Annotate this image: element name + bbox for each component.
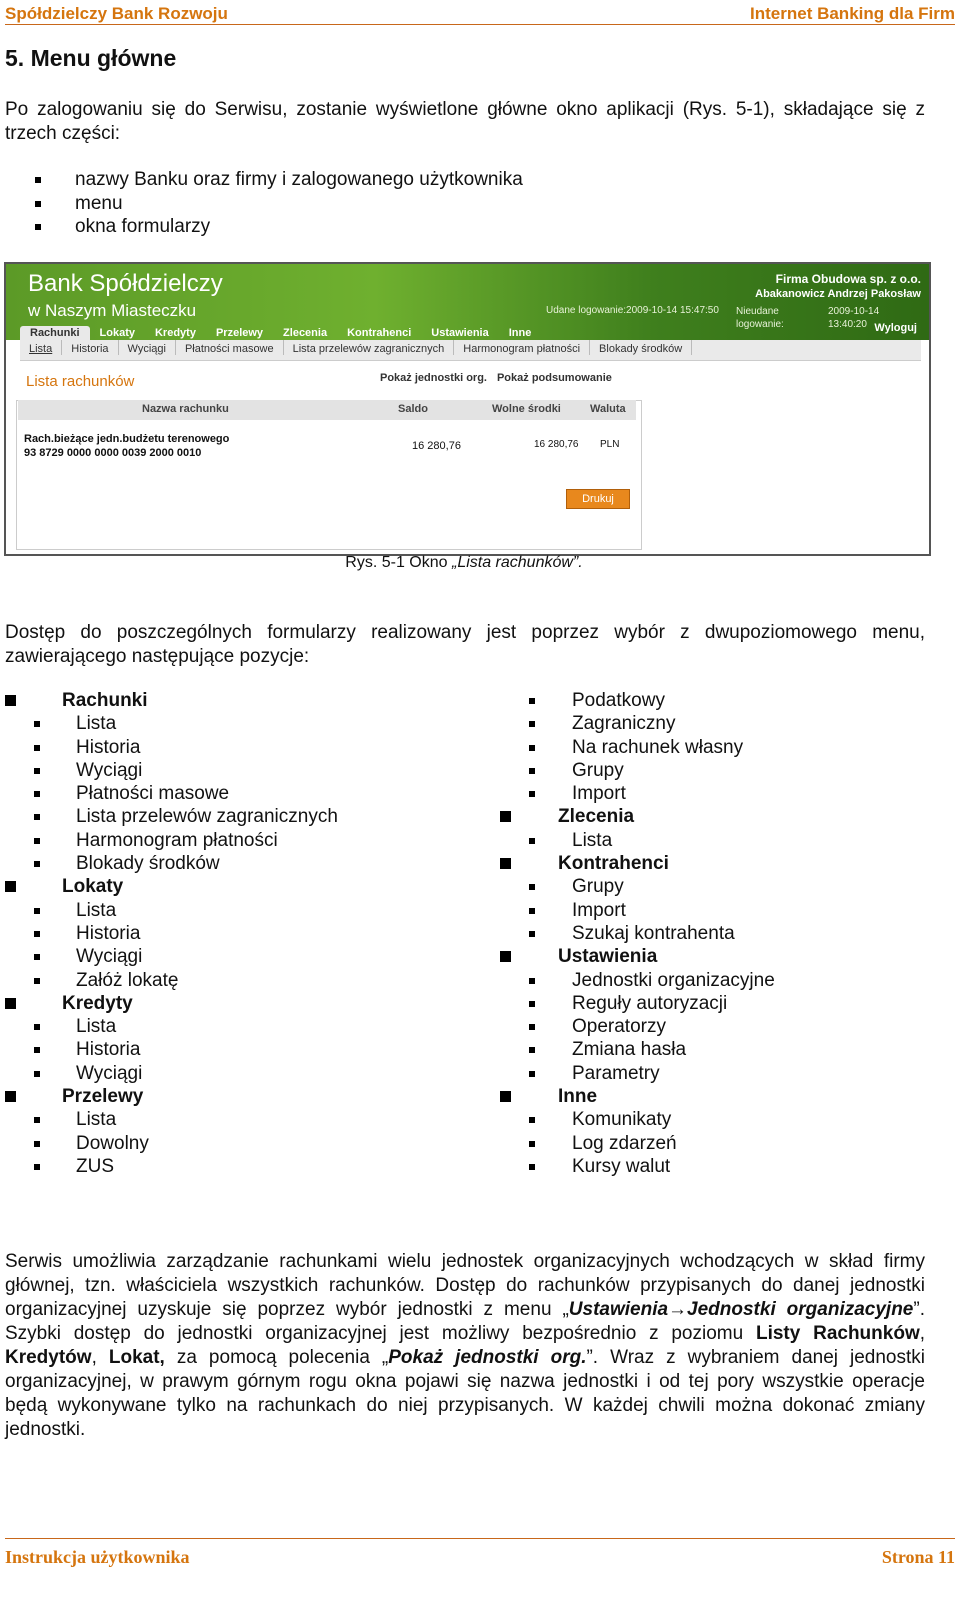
menu-section: Zlecenia <box>500 805 775 828</box>
accounts-table-header <box>18 400 636 420</box>
menu-item: Zmiana hasła <box>500 1038 775 1061</box>
menu-item: Wyciągi <box>5 945 338 968</box>
menu-item: Harmonogram płatności <box>5 829 338 852</box>
p3-menu-path: Ustawienia→Jednostki organizacyjne <box>568 1299 914 1320</box>
account-free-funds: 16 280,76 <box>534 439 579 450</box>
failed-login-line1: Nieudane <box>736 306 779 317</box>
caption-title: „Lista rachunków”. <box>451 554 583 571</box>
menu-item: ZUS <box>5 1155 338 1178</box>
p3-comma-1: , <box>919 1323 926 1344</box>
failed-login-date <box>828 305 879 331</box>
account-saldo: 16 280,76 <box>412 440 461 452</box>
intro-bullet: nazwy Banku oraz firmy i zalogowanego użytkownika <box>5 168 523 192</box>
menu-item: Zagraniczny <box>500 712 775 735</box>
intro-bullet: okna formularzy <box>5 215 523 239</box>
menu-item: Jednostki organizacyjne <box>500 969 775 992</box>
menu-item: Blokady środków <box>5 852 338 875</box>
menu-item: Grupy <box>500 875 775 898</box>
menu-item: Log zdarzeń <box>500 1132 775 1155</box>
p3-text-c: ”. Szybki dostęp do jednostki organizacyjnej jest możliwy bezpośrednio z poziomu <box>5 1299 925 1344</box>
show-org-units-button[interactable]: Pokaż jednostki org. <box>380 372 487 384</box>
menu-list-right <box>500 689 775 1178</box>
tab-kredyty[interactable]: Kredyty <box>154 327 196 339</box>
menu-item: Komunikaty <box>500 1108 775 1131</box>
list-actions <box>380 372 622 384</box>
submenu-lista[interactable]: Lista <box>20 340 62 355</box>
p3-kredytow: Kredytów <box>5 1347 92 1368</box>
intro-bullet-list <box>5 168 523 239</box>
tab-kontrahenci[interactable]: Kontrahenci <box>347 327 412 339</box>
menu-list-left <box>5 689 338 1178</box>
menu-item: Podatkowy <box>500 689 775 712</box>
submenu-bar <box>20 340 921 361</box>
section-title: 5. Menu główne <box>5 45 177 71</box>
p3-lokat: Lokat, <box>108 1347 165 1368</box>
p3-command: Pokaż jednostki org. <box>388 1347 587 1368</box>
print-button[interactable]: Drukuj <box>566 489 630 509</box>
col-saldo: Saldo <box>398 403 428 415</box>
menu-section: Lokaty <box>5 875 338 898</box>
user-name: Abakanowicz Andrzej Pakosław <box>755 288 921 300</box>
list-title: Lista rachunków <box>26 373 135 390</box>
menu-item: Lista <box>5 899 338 922</box>
bank-name-line1: Bank Spółdzielczy <box>28 270 223 297</box>
menu-item: Kursy walut <box>500 1155 775 1178</box>
submenu-blokady[interactable]: Blokady środków <box>590 340 692 355</box>
last-login: Udane logowanie:2009-10-14 15:47:50 <box>546 305 719 316</box>
tab-lokaty[interactable]: Lokaty <box>99 327 135 339</box>
caption-prefix: Rys. 5-1 Okno <box>345 554 452 571</box>
table-row[interactable] <box>18 430 636 470</box>
menu-section: Ustawienia <box>500 945 775 968</box>
menu-item: Operatorzy <box>500 1015 775 1038</box>
submenu-wyciagi[interactable]: Wyciągi <box>119 340 176 355</box>
menu-section: Przelewy <box>5 1085 338 1108</box>
intro-bullet: menu <box>5 192 523 216</box>
p3-text-k: ”. Wraz z wybraniem danej jednostki organizacyjnej, w prawym górnym rogu okna pojawi się nazwa jednostki i od tej pory wszystkie operacje będą wykonywane tylko na rachunkach do niej przypisanych. W każdej chwili można dokonać zmiany jednostki. <box>5 1347 926 1440</box>
menu-item: Lista przelewów zagranicznych <box>5 805 338 828</box>
failed-login-date-line2: 13:40:20 <box>828 319 867 330</box>
accounts-panel <box>16 400 642 550</box>
menu-section: Kredyty <box>5 992 338 1015</box>
footer-doc-name: Instrukcja użytkownika <box>5 1547 190 1567</box>
menu-item: Szukaj kontrahenta <box>500 922 775 945</box>
menu-item: Lista <box>500 829 775 852</box>
tab-inne[interactable]: Inne <box>508 327 532 339</box>
menu-item: Lista <box>5 1108 338 1131</box>
page-header <box>5 2 955 25</box>
header-bank-name: Spółdzielczy Bank Rozwoju <box>5 4 228 23</box>
tab-przelewy[interactable]: Przelewy <box>215 327 264 339</box>
app-screenshot <box>4 262 931 556</box>
logout-button[interactable]: Wyloguj <box>874 322 917 334</box>
menu-item: Historia <box>5 736 338 759</box>
menu-item: Parametry <box>500 1062 775 1085</box>
menu-section: Inne <box>500 1085 775 1108</box>
app-banner <box>6 264 929 340</box>
menu-item: Historia <box>5 922 338 945</box>
bank-name-line2: w Naszym Miasteczku <box>28 301 197 320</box>
menu-item: Grupy <box>500 759 775 782</box>
menu-item: Płatności masowe <box>5 782 338 805</box>
submenu-harmonogram[interactable]: Harmonogram płatności <box>454 340 590 355</box>
menu-item: Wyciągi <box>5 1062 338 1085</box>
menu-intro-paragraph: Dostęp do poszczególnych formularzy realizowany jest poprzez wybór z dwupoziomowego menu, zawierającego następujące pozycje: <box>5 622 925 667</box>
menu-section: Kontrahenci <box>500 852 775 875</box>
failed-login-date-line1: 2009-10-14 <box>828 306 880 317</box>
menu-item: Lista <box>5 712 338 735</box>
col-free-funds: Wolne środki <box>492 403 561 415</box>
tab-ustawienia[interactable]: Ustawienia <box>431 327 489 339</box>
menu-item: Reguły autoryzacji <box>500 992 775 1015</box>
account-number: 93 8729 0000 0000 0039 2000 0010 <box>24 447 202 459</box>
menu-item: Import <box>500 899 775 922</box>
col-account-name: Nazwa rachunku <box>142 403 229 415</box>
failed-login-label <box>736 305 784 331</box>
header-product-name: Internet Banking dla Firm <box>750 4 955 23</box>
menu-section: Rachunki <box>5 689 338 712</box>
menu-item: Import <box>500 782 775 805</box>
menu-item: Na rachunek własny <box>500 736 775 759</box>
firm-name: Firma Obudowa sp. z o.o. <box>775 272 921 286</box>
main-tabs <box>20 323 541 340</box>
col-currency: Waluta <box>590 403 626 415</box>
tab-rachunki[interactable]: Rachunki <box>20 326 90 340</box>
show-summary-button[interactable]: Pokaż podsumowanie <box>496 372 612 384</box>
page-footer <box>5 1538 955 1569</box>
p3-comma-2: , <box>91 1347 109 1368</box>
menu-item: Historia <box>5 1038 338 1061</box>
p3-listy-rachunkow: Listy Rachunków <box>755 1323 920 1344</box>
menu-item: Dowolny <box>5 1132 338 1155</box>
tab-zlecenia[interactable]: Zlecenia <box>283 327 328 339</box>
submenu-platnosci-masowe[interactable]: Płatności masowe <box>176 340 284 355</box>
submenu-lista-przelewow-zagranicznych[interactable]: Lista przelewów zagranicznych <box>284 340 455 355</box>
submenu-historia[interactable]: Historia <box>62 340 118 355</box>
org-units-paragraph <box>5 1250 925 1442</box>
footer-page-number: Strona 11 <box>881 1547 955 1567</box>
figure-caption <box>0 554 928 572</box>
menu-item: Wyciągi <box>5 759 338 782</box>
failed-login-line2: logowanie: <box>736 319 784 330</box>
p3-text-a: Serwis umożliwia zarządzanie rachunkami wielu jednostek organizacyjnych wchodzących w skład firmy głównej, tzn. właściciela wszystkich rachunków. Dostęp do rachunków przypisanych do danej jednostki organizacyjnej uzyskuje się poprzez wybór jednostki z menu „ <box>5 1251 925 1320</box>
account-currency: PLN <box>600 439 620 450</box>
account-name: Rach.bieżące jedn.budżetu terenowego <box>24 433 230 445</box>
menu-item: Lista <box>5 1015 338 1038</box>
p3-text-i: za pomocą polecenia „ <box>164 1347 389 1368</box>
menu-item: Załóż lokatę <box>5 969 338 992</box>
intro-paragraph: Po zalogowaniu się do Serwisu, zostanie wyświetlone główne okno aplikacji (Rys. 5-1), składające się z trzech części: <box>5 99 925 144</box>
